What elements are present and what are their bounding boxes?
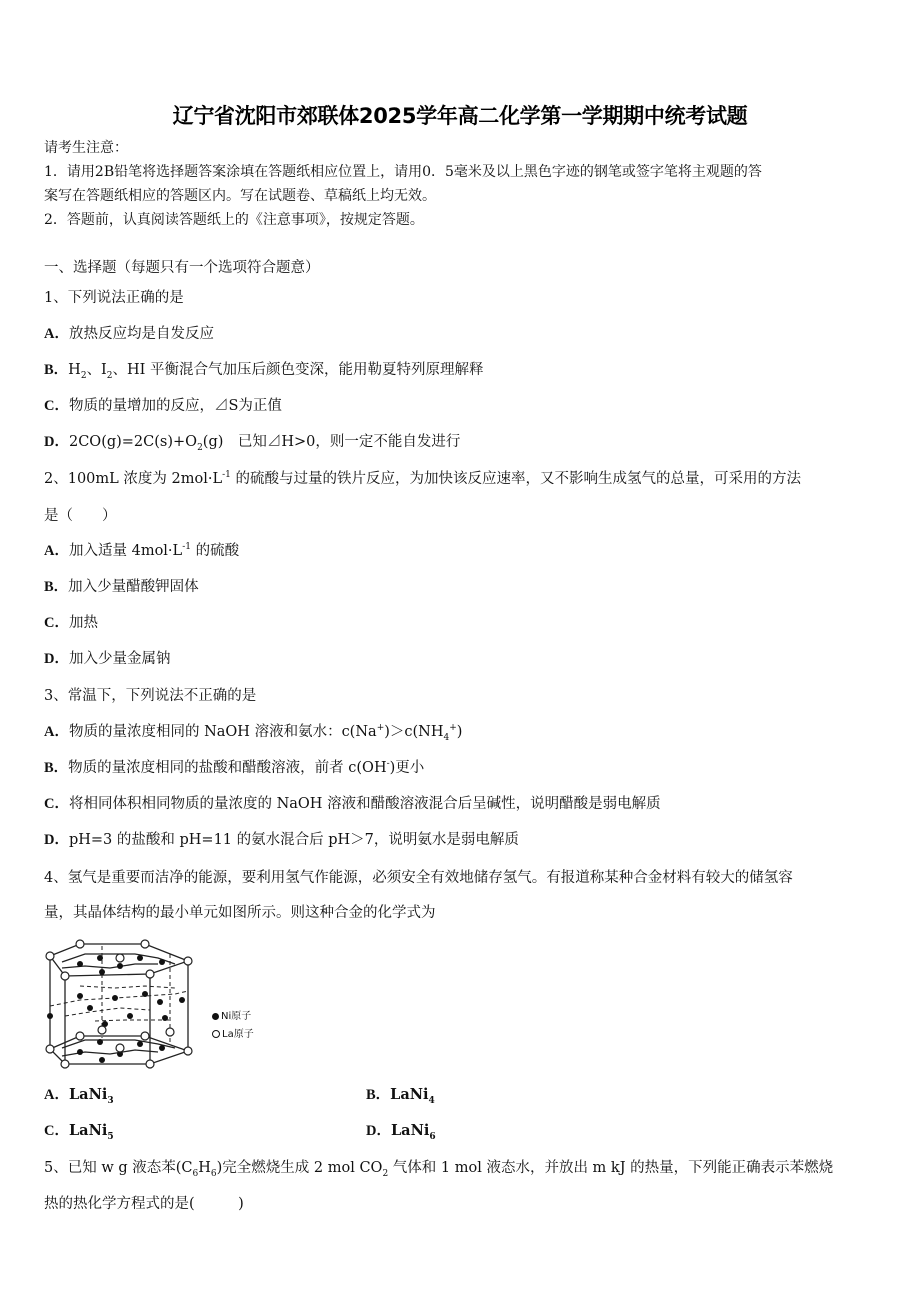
stem-text: 5、已知 w g 液态苯(C (44, 1160, 193, 1176)
open-circle-icon (212, 1030, 220, 1038)
question-2-stem (44, 469, 801, 489)
q4-option-a (44, 1085, 114, 1105)
stem-text: 2、100mL 浓度为 2mol·L (44, 471, 223, 487)
option-label: A． (44, 326, 69, 342)
option-label: B． (44, 579, 69, 595)
q3-option-d (44, 830, 519, 850)
question-4-stem: 4、氢气是重要而洁净的能源，要利用氢气作能源，必须安全有效地储存氢气。有报道称某种合金材料有较大的储氢容 (44, 870, 793, 886)
option-text: )更小 (389, 760, 425, 776)
q1-option-a (44, 324, 214, 344)
question-4-stem-cont: 量，其晶体结构的最小单元如图所示。则这种合金的化学式为 (44, 905, 436, 921)
option-text: 加入少量醋酸钾固体 (68, 579, 199, 595)
stem-text: 气体和 1 mol 液态水，并放出 m kJ 的热量，下列能正确表示苯燃烧 (388, 1160, 834, 1176)
option-text: 加入少量金属钠 (68, 651, 171, 667)
subscript: 3 (107, 1095, 114, 1106)
legend-label: La原子 (222, 1029, 254, 1040)
option-text: 物质的量浓度相同的盐酸和醋酸溶液，前者 c(OH (68, 760, 387, 776)
option-text: 物质的量增加的反应，⊿S为正值 (68, 398, 282, 414)
superscript: -1 (182, 542, 191, 553)
legend-item-ni (212, 1008, 254, 1026)
filled-circle-icon (212, 1013, 219, 1020)
crystal-structure-diagram (40, 936, 280, 1070)
subscript: 2 (197, 442, 203, 453)
superscript: - (386, 759, 390, 770)
page-title: 辽宁省沈阳市郊联体2025学年高二化学第一学期期中统考试题 (172, 104, 748, 128)
stem-text: 的硫酸与过量的铁片反应，为加快该反应速率，又不影响生成氢气的总量，可采用的方法 (230, 471, 801, 487)
option-text: 放热反应均是自发反应 (68, 326, 214, 342)
q2-option-b (44, 577, 199, 597)
question-5-stem-cont: 热的热化学方程式的是( ) (44, 1196, 244, 1212)
formula: LaNi (68, 1122, 108, 1139)
subscript: 6 (192, 1168, 199, 1179)
notice-item: 案写在答题纸相应的答题区内。写在试题卷、草稿纸上均无效。 (44, 188, 436, 204)
option-label: D． (44, 434, 69, 450)
option-label: D． (44, 651, 69, 667)
option-text: ) (456, 724, 463, 740)
option-label: C． (44, 796, 69, 812)
option-label: C． (44, 398, 69, 414)
stem-text: )完全燃烧生成 2 mol CO (216, 1160, 383, 1176)
q4-option-b (366, 1085, 435, 1105)
legend-label: Ni原子 (221, 1011, 252, 1022)
subscript: 5 (107, 1131, 114, 1142)
formula: LaNi (390, 1122, 430, 1139)
notice-item: 1．请用2B铅笔将选择题答案涂填在答题纸相应位置上，请用0．5毫米及以上黑色字迹的钢笔或签字笔将主观题的答 (44, 164, 762, 180)
q3-option-b (44, 758, 424, 778)
option-text: 2CO(g)=2C(s)+O (68, 434, 198, 450)
formula: LaNi (68, 1086, 108, 1103)
q1-option-b (44, 360, 484, 380)
q2-option-c (44, 613, 98, 633)
option-text: 将相同体积相同物质的量浓度的 NaOH 溶液和醋酸溶液混合后呈碱性，说明醋酸是弱电解质 (68, 796, 661, 812)
q2-option-a (44, 541, 239, 561)
option-text: H (68, 362, 81, 378)
question-2-stem-cont: 是（ ） (44, 508, 117, 524)
question-5-stem (44, 1158, 833, 1178)
subscript: 2 (80, 370, 87, 381)
notice-item: 2．答题前，认真阅读答题纸上的《注意事项》，按规定答题。 (44, 212, 424, 228)
formula: LaNi (390, 1086, 429, 1103)
q2-option-d (44, 649, 170, 669)
option-label: B． (44, 760, 69, 776)
option-text: 、I (86, 362, 107, 378)
option-label: C． (44, 615, 69, 631)
option-label: B． (44, 362, 69, 378)
question-1-stem: 1、下列说法正确的是 (44, 290, 184, 306)
option-text: 、HI 平衡混合气加压后颜色变深，能用勒夏特列原理解释 (112, 362, 484, 378)
superscript: -1 (222, 470, 231, 481)
q3-option-a (44, 722, 462, 742)
option-text: pH=3 的盐酸和 pH=11 的氨水混合后 pH＞7，说明氨水是弱电解质 (68, 832, 519, 848)
option-text: 的硫酸 (190, 543, 240, 559)
option-text: 物质的量浓度相同的 NaOH 溶液和氨水：c(Na (68, 724, 377, 740)
q1-option-c (44, 396, 282, 416)
legend-item-la (212, 1026, 254, 1044)
option-label: D． (366, 1123, 391, 1139)
option-label: A． (44, 543, 69, 559)
q4-option-d (366, 1121, 436, 1141)
stem-text: H (198, 1160, 211, 1176)
superscript: + (376, 723, 385, 734)
q4-option-c (44, 1121, 114, 1141)
subscript: 4 (428, 1095, 435, 1106)
question-3-stem: 3、常温下，下列说法不正确的是 (44, 688, 257, 704)
diagram-legend (212, 1008, 254, 1044)
subscript: 2 (106, 370, 113, 381)
option-label: A． (44, 724, 69, 740)
subscript: 4 (443, 732, 450, 743)
option-label: C． (44, 1123, 69, 1139)
option-label: A． (44, 1087, 69, 1103)
option-label: B． (366, 1087, 391, 1103)
option-text: (g) 已知⊿H>0，则一定不能自发进行 (202, 434, 461, 450)
option-text: 加热 (68, 615, 98, 631)
option-text: )＞c(NH (384, 724, 444, 740)
notice-heading: 请考生注意： (44, 140, 128, 156)
subscript: 2 (382, 1168, 389, 1179)
option-label: D． (44, 832, 69, 848)
section-heading: 一、选择题（每题只有一个选项符合题意） (44, 260, 320, 276)
option-text: 加入适量 4mol·L (68, 543, 183, 559)
subscript: 6 (210, 1168, 217, 1179)
subscript: 6 (429, 1131, 436, 1142)
superscript: + (449, 723, 457, 734)
q3-option-c (44, 794, 661, 814)
q1-option-d (44, 432, 460, 452)
